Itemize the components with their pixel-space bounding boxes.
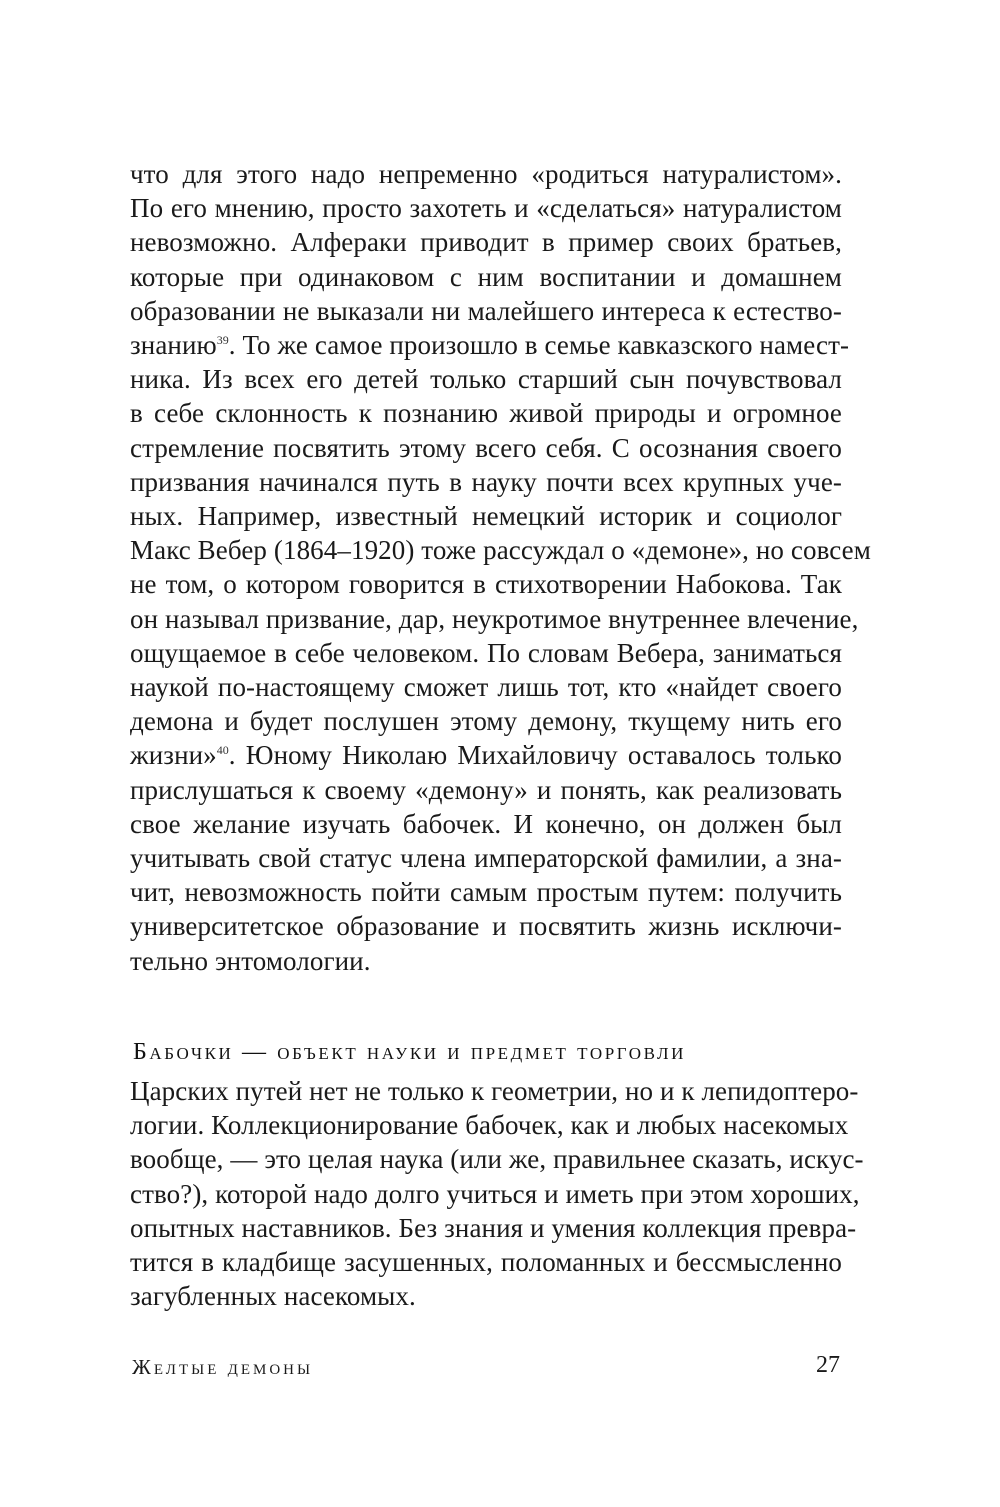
text-line: прислушаться к своему «демону» и понять, как реализовать [130,774,842,805]
text-line-with-footnote [130,328,850,362]
running-head: Желтые демоны [132,1355,314,1379]
text-line: ных. Например, известный немецкий историк и социолог [130,501,842,532]
text-line: невозможно. Алфераки приводит в пример своих братьев, [130,227,842,258]
text-line: наукой по-настоящему сможет лишь тот, кто «найдет своего [130,672,842,703]
text-line: свое желание изучать бабочек. И конечно, он должен был [130,808,842,839]
text-fragment: . Юному Николаю Михайловичу оставалось только [228,740,842,771]
text-line: ство?), которой надо долго учиться и иметь при этом хороших, [130,1178,860,1209]
text-line: загубленных насекомых. [130,1281,416,1312]
text-line: По его мнению, просто захотеть и «сделаться» натуралистом [130,193,842,224]
text-fragment: знанию [130,330,217,361]
section-heading: Бабочки — объект науки и предмет торговли [133,1039,686,1065]
text-line: что для этого надо непременно «родиться натуралистом». [130,159,842,189]
footnote-marker[interactable]: 40 [216,743,229,758]
text-line: Макс Вебер (1864–1920) тоже рассуждал о «демоне», но совсем [130,535,871,566]
text-line: он называл призвание, дар, неукротимое внутреннее влечение, [130,603,859,634]
text-line: в себе склонность к познанию живой природы и огромное [130,398,842,429]
text-line: учитывать свой статус члена императорской фамилии, а зна- [130,843,842,874]
text-line: которые при одинаковом с ним воспитании и домашнем [130,261,842,292]
text-line: ника. Из всех его детей только старший сын почувствовал [130,364,842,395]
text-line: демона и будет послушен этому демону, ткущему нить его [130,706,842,737]
text-line: не том, о котором говорится в стихотворении Набокова. Так [130,569,842,600]
text-fragment: . То же самое произошло в семье кавказского намест- [228,330,850,361]
text-line: университетское образование и посвятить жизнь исключи- [130,911,842,942]
main-text-block [130,157,871,978]
text-line: чит, невозможность пойти самым простым путем: получить [130,877,842,908]
footnote-marker[interactable]: 39 [216,333,229,348]
text-line-with-footnote [130,738,842,772]
page-number: 27 [816,1352,840,1378]
text-line: стремление посвятить этому всего себя. С осознания своего [130,432,842,463]
text-line: Царских путей нет не только к геометрии, но и к лепидоптеро- [130,1076,859,1106]
text-line: тельно энтомологии. [130,945,371,976]
text-line: ощущаемое в себе человеком. По словам Вебера, заниматься [130,637,842,668]
text-fragment: жизни» [130,740,217,771]
text-line: вообще, — это целая наука (или же, правильнее сказать, искус- [130,1144,864,1175]
text-line: тится в кладбище засушенных, поломанных и бессмысленно [130,1247,842,1278]
section-text-block [130,1074,864,1313]
text-line: логии. Коллекционирование бабочек, как и любых насекомых [130,1110,849,1141]
text-line: опытных наставников. Без знания и умения коллекция превра- [130,1212,857,1243]
text-line: образовании не выказали ни малейшего интереса к естество- [130,295,842,326]
text-line: призвания начинался путь в науку почти всех крупных уче- [130,466,842,497]
